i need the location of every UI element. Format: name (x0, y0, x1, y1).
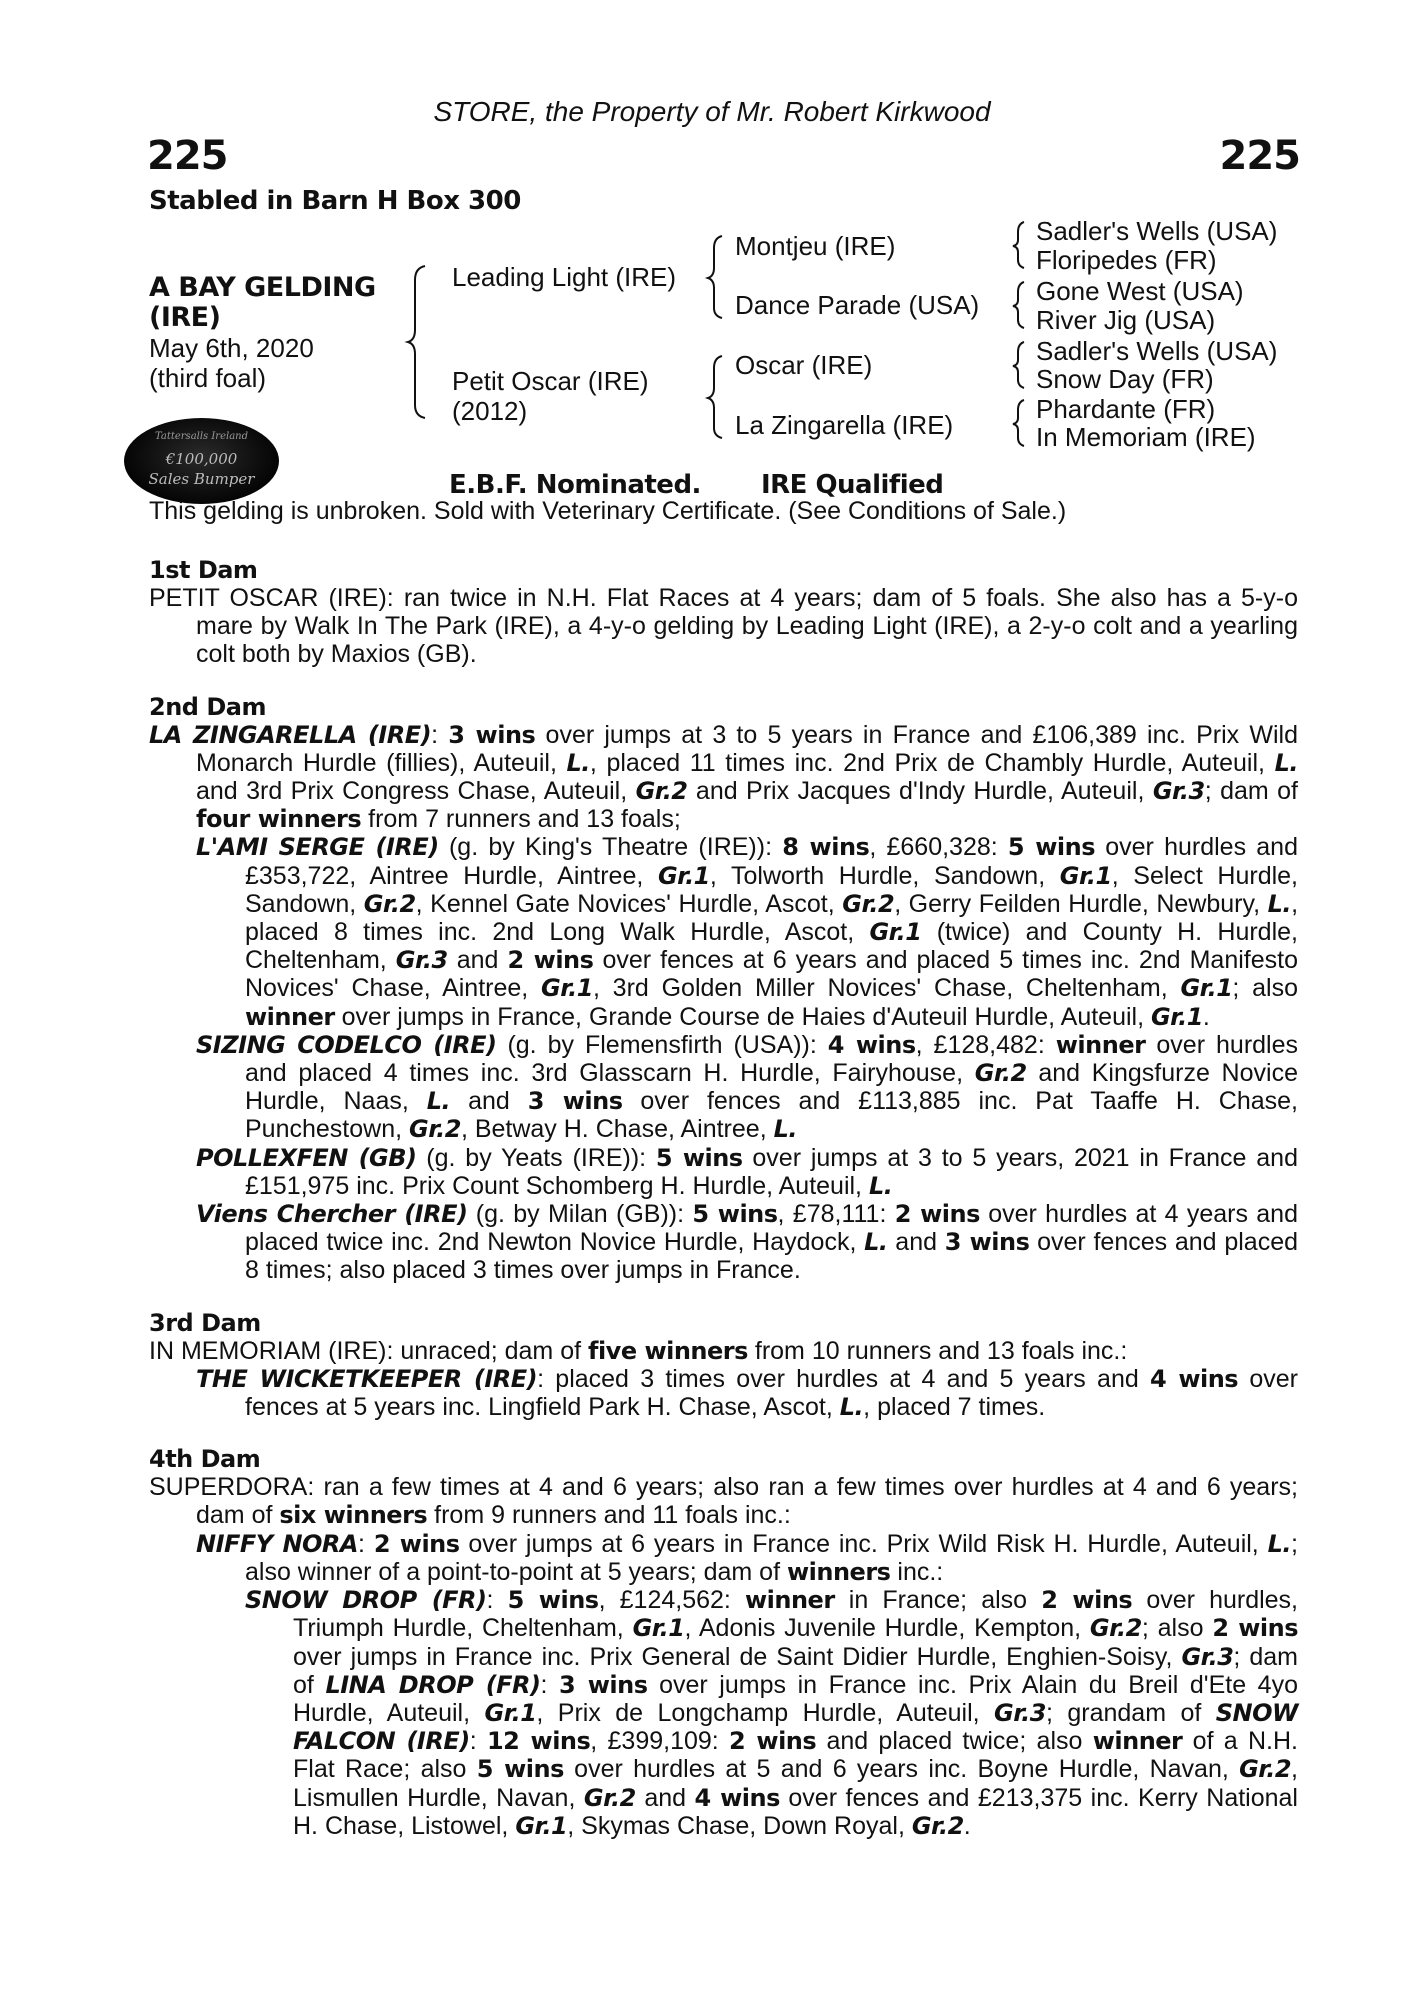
dam1-text: PETIT OSCAR (IRE): ran twice in N.H. Flat Races at 4 years; dam of 5 foals. She also has a 5-y-o mare by Walk In The Park (IRE), a 4-y-o gelding by Leading Light (IRE), a 2-y-o colt and a yearling colt both by Maxios (GB). (149, 584, 1298, 669)
pedigree-ggp-7: Phardante (FR) (1036, 394, 1216, 424)
horse-name: THE WICKETKEEPER (IRE) (196, 1364, 538, 1393)
horse-name: LINA DROP (FR) (325, 1670, 541, 1699)
stabling-location: Stabled in Barn H Box 300 (149, 186, 521, 216)
text: , Kennel Gate Novices' Hurdle, Ascot, (415, 889, 843, 918)
wins: 4 wins (694, 1783, 780, 1812)
text: , £124,562: (598, 1586, 745, 1615)
progeny-viens-chercher (149, 1200, 1298, 1285)
grade: L. (566, 748, 590, 777)
brace-icon (1013, 222, 1024, 268)
horse-name: SNOW FALCON (IRE) (293, 1698, 1298, 1756)
grade: Gr.2 (842, 889, 895, 918)
wins: 3 wins (944, 1228, 1030, 1257)
wins: 8 wins (782, 833, 870, 862)
horse-name: LA ZINGARELLA (IRE) (149, 720, 432, 749)
text: , £78,111: (777, 1200, 895, 1229)
wins: 2 wins (1041, 1586, 1133, 1615)
text: over jumps in France inc. Prix General de Saint Didier Hurdle, Enghien-Soisy, (293, 1642, 1182, 1671)
text: , placed 11 times inc. 2nd Prix de Chambly Hurdle, Auteuil, (589, 748, 1275, 777)
wins: 5 wins (692, 1200, 778, 1229)
text: , Tolworth Hurdle, Sandown, (709, 861, 1060, 890)
text: : (358, 1529, 374, 1558)
text: over hurdles and placed 4 times inc. 3rd Glasscarn H. Hurdle, Fairyhouse, (245, 1030, 1299, 1088)
text: and Prix Jacques d'Indy Hurdle, Auteuil, (687, 777, 1153, 806)
grade: Gr.1 (541, 974, 593, 1003)
badge-line2: €100,000 (165, 450, 238, 468)
text: , £660,328: (869, 833, 1008, 862)
text: , 3rd Golden Miller Novices' Chase, Cheltenham, (592, 974, 1181, 1003)
text: ; grandam of (1045, 1698, 1216, 1727)
wins: 2 wins (729, 1727, 817, 1756)
brace-icon (408, 266, 425, 418)
text: from 10 runners and 13 foals inc.: (747, 1336, 1128, 1365)
text: ; also (1141, 1614, 1213, 1643)
text: over hurdles at 5 and 6 years inc. Boyne Hurdle, Navan, (563, 1755, 1240, 1784)
text: over fences at 5 years inc. Lingfield Park H. Chase, Ascot, (245, 1364, 1298, 1422)
text: over hurdles and £353,722, Aintree Hurdle, Aintree, (245, 833, 1298, 890)
qualifications (449, 470, 943, 500)
text: and 3rd Prix Congress Chase, Auteuil, (196, 777, 636, 806)
winners-count: five winners (588, 1336, 748, 1365)
grade: Gr.1 (515, 1811, 568, 1840)
text: , Lismullen Hurdle, Navan, (293, 1755, 1298, 1812)
brace-icon (1013, 342, 1024, 388)
grade: Gr.3 (1152, 777, 1205, 806)
grade: L. (426, 1087, 451, 1116)
wins: 3 wins (448, 720, 536, 749)
text: , Adonis Juvenile Hurdle, Kempton, (684, 1614, 1090, 1643)
brace-icon (708, 356, 722, 438)
text: : (486, 1586, 508, 1615)
wins: 2 wins (1212, 1614, 1299, 1643)
wins: 3 wins (527, 1087, 623, 1116)
winners-count: four winners (196, 805, 362, 834)
ebf-nominated: E.B.F. Nominated. (449, 470, 701, 500)
text: over jumps in France inc. Prix Alain du Breil d'Ete 4yo Hurdle, Auteuil, (293, 1670, 1298, 1727)
text: , placed 7 times. (863, 1393, 1046, 1422)
dam4-main (149, 1473, 1298, 1529)
grade: L. (1274, 748, 1298, 777)
wins: 2 wins (507, 946, 594, 975)
text: . (1202, 1002, 1210, 1031)
grade: Gr.3 (1181, 1642, 1234, 1671)
progeny-lami-serge (149, 833, 1298, 1030)
heading-1st-dam: 1st Dam (149, 556, 258, 584)
catalogue-body (149, 556, 1298, 1840)
wins: 4 wins (1149, 1364, 1239, 1393)
text: over jumps at 3 to 5 years, 2021 in France and £151,975 inc. Prix Count Schomberg H. Hurdle, Auteuil, (245, 1143, 1298, 1200)
grade: Gr.1 (1150, 1002, 1203, 1031)
grade: Gr.1 (1180, 974, 1233, 1003)
horse-name: SNOW DROP (FR) (245, 1586, 487, 1615)
text: , £399,109: (590, 1727, 730, 1756)
horse-name: SIZING CODELCO (IRE) (196, 1030, 497, 1059)
text: , placed 8 times inc. 2nd Long Walk Hurdle, Ascot, (245, 889, 1299, 947)
text: ; dam of (293, 1642, 1299, 1699)
text: over jumps in France, Grande Course de Haies d'Auteuil Hurdle, Auteuil, (334, 1002, 1151, 1031)
horse-name: L'AMI SERGE (IRE) (196, 833, 439, 862)
text: (g. by Yeats (IRE)): (416, 1143, 656, 1172)
grade: Gr.2 (409, 1115, 461, 1144)
text: . (963, 1811, 971, 1840)
text: ; also (1232, 974, 1298, 1003)
winner: winner (1092, 1727, 1183, 1756)
dam3-main (149, 1337, 1298, 1365)
grade: Gr.2 (583, 1783, 636, 1812)
pedigree-ggp-6: Snow Day (FR) (1036, 364, 1214, 394)
grade: Gr.1 (484, 1698, 537, 1727)
brace-icon (708, 236, 722, 318)
lot-number-left: 225 (147, 133, 228, 179)
grade: Gr.2 (1239, 1755, 1292, 1784)
text: from 9 runners and 11 foals inc.: (427, 1501, 791, 1530)
dam2-main (149, 721, 1298, 834)
wins: 5 wins (507, 1586, 599, 1615)
pedigree-ggp-2: Floripedes (FR) (1036, 245, 1217, 275)
grade: Gr.1 (632, 1614, 685, 1643)
text: over fences and £213,375 inc. Kerry National H. Chase, Listowel, (293, 1783, 1298, 1840)
text: and (635, 1783, 695, 1812)
foaling-date: May 6th, 2020 (149, 333, 314, 363)
grade: Gr.2 (974, 1059, 1027, 1088)
text: over jumps at 3 to 5 years in France and £106,389 inc. Prix Wild Monarch Hurdle (fillies), Auteuil, (196, 720, 1298, 777)
grade: L. (839, 1393, 864, 1422)
text: (twice) and County H. Hurdle, Cheltenham, (245, 918, 1298, 975)
brace-icon (1013, 282, 1024, 328)
text: SUPERDORA: ran a few times at 4 and 6 years; also ran a few times over hurdles at 4 and 6 years; dam of (149, 1473, 1298, 1530)
text: (g. by Flemensfirth (USA)): (496, 1030, 828, 1059)
lot-number-right: 225 (1219, 133, 1300, 179)
sales-bumper-badge-logo (124, 418, 279, 504)
pedigree-dam: Petit Oscar (IRE) (452, 366, 649, 396)
grade: Gr.1 (1059, 861, 1112, 890)
winner: winner (245, 1002, 335, 1031)
text: over fences at 6 years and placed 5 times inc. 2nd Manifesto Novices' Chase, Aintree, (245, 946, 1298, 1003)
grade: Gr.2 (911, 1811, 964, 1840)
wins: 2 wins (373, 1529, 460, 1558)
grade: L. (868, 1171, 893, 1200)
text: , Gerry Feilden Hurdle, Newbury, (894, 889, 1268, 918)
horse-name-line2: (IRE) (149, 302, 221, 333)
text: over hurdles, Triumph Hurdle, Cheltenham, (293, 1586, 1299, 1643)
text: : (540, 1670, 560, 1699)
wins: 5 wins (1007, 833, 1096, 862)
consignor-title: STORE, the Property of Mr. Robert Kirkwood (433, 96, 991, 127)
heading-3rd-dam: 3rd Dam (149, 1308, 261, 1337)
text: : (469, 1727, 487, 1756)
text: (g. by Milan (GB)): (467, 1200, 693, 1229)
wins: 2 wins (894, 1200, 980, 1229)
wins: 4 wins (827, 1030, 916, 1059)
progeny-niffy-nora (149, 1530, 1298, 1586)
wins: 3 wins (559, 1670, 648, 1699)
grade: Gr.2 (1089, 1614, 1142, 1643)
horse-name: NIFFY NORA (196, 1529, 358, 1558)
pedigree-sire-sire: Montjeu (IRE) (735, 231, 896, 261)
winner: winner (744, 1586, 835, 1615)
horse-name: POLLEXFEN (GB) (196, 1143, 417, 1172)
text: IN MEMORIAM (IRE): unraced; dam of (149, 1336, 588, 1365)
pedigree-ggp-3: Gone West (USA) (1036, 276, 1244, 306)
winner: winner (1055, 1030, 1146, 1059)
text: : (431, 720, 449, 749)
text: over fences and placed 8 times; also placed 3 times over jumps in France. (245, 1228, 1298, 1285)
pedigree-dam-year: (2012) (452, 396, 528, 426)
text: in France; also (834, 1586, 1042, 1615)
badge-line1: Tattersalls Ireland (154, 431, 249, 442)
pedigree-sire-dam: Dance Parade (USA) (735, 290, 980, 320)
text: and (450, 1087, 528, 1116)
horse-name-line1: A BAY GELDING (149, 272, 376, 303)
horse-name: Viens Chercher (IRE) (196, 1200, 468, 1229)
text: and (447, 946, 508, 975)
text: , Skymas Chase, Down Royal, (567, 1811, 912, 1840)
text: ; also winner of a point-to-point at 5 years; dam of (245, 1529, 1298, 1586)
wins: 5 wins (655, 1143, 743, 1172)
foal-note: (third foal) (149, 363, 267, 393)
grade: L. (773, 1115, 798, 1144)
badge-line3: Sales Bumper (148, 470, 255, 488)
text: and Kingsfurze Novice Hurdle, Naas, (245, 1059, 1298, 1116)
wins: 12 wins (486, 1727, 591, 1756)
grade: L. (864, 1228, 888, 1257)
sale-note: This gelding is unbroken. Sold with Veterinary Certificate. (See Conditions of Sale.) (149, 497, 1067, 525)
grade: Gr.3 (395, 946, 448, 975)
pedigree-ggp-8: In Memoriam (IRE) (1036, 422, 1256, 452)
grade: Gr.2 (635, 777, 688, 806)
grade: Gr.1 (869, 918, 922, 947)
winners-count: six winners (279, 1501, 428, 1530)
progeny-wicketkeeper (149, 1365, 1298, 1421)
winners: winners (786, 1557, 891, 1586)
grade: Gr.1 (657, 861, 710, 890)
text: from 7 runners and 13 foals; (361, 805, 681, 834)
text: over jumps at 6 years in France inc. Prix Wild Risk H. Hurdle, Auteuil, (459, 1529, 1268, 1558)
text: ; dam of (1204, 777, 1298, 806)
progeny-snow-drop (149, 1586, 1298, 1840)
progeny-pollexfen (149, 1144, 1298, 1200)
text: , Select Hurdle, Sandown, (245, 861, 1298, 918)
grade: Gr.2 (363, 889, 416, 918)
grade: Gr.3 (994, 1698, 1046, 1727)
pedigree-dam-dam: La Zingarella (IRE) (735, 410, 954, 440)
grade: L. (1267, 1529, 1292, 1558)
text: , £128,482: (915, 1030, 1056, 1059)
pedigree-ggp-4: River Jig (USA) (1036, 305, 1216, 335)
heading-4th-dam: 4th Dam (149, 1445, 261, 1474)
pedigree-dam-sire: Oscar (IRE) (735, 350, 873, 380)
text: and (887, 1228, 945, 1257)
pedigree-ggp-5: Sadler's Wells (USA) (1036, 336, 1278, 366)
heading-2nd-dam: 2nd Dam (149, 692, 266, 721)
text: over hurdles at 4 years and placed twice inc. 2nd Newton Novice Hurdle, Haydock, (245, 1200, 1298, 1257)
text: of a N.H. Flat Race; also (293, 1727, 1298, 1784)
text: (g. by King's Theatre (IRE)): (438, 833, 783, 862)
text: , Betway H. Chase, Aintree, (460, 1115, 774, 1144)
text: over fences and £113,885 inc. Pat Taaffe H. Chase, Punchestown, (245, 1087, 1298, 1144)
ire-qualified: IRE Qualified (760, 470, 944, 500)
pedigree-ggp-1: Sadler's Wells (USA) (1036, 216, 1278, 246)
pedigree-sire: Leading Light (IRE) (452, 262, 677, 292)
grade: L. (1267, 889, 1292, 918)
text: inc.: (890, 1557, 944, 1586)
progeny-sizing-codelco (149, 1031, 1298, 1144)
text: , Prix de Longchamp Hurdle, Auteuil, (536, 1698, 995, 1727)
text: and placed twice; also (816, 1727, 1093, 1756)
wins: 5 wins (476, 1755, 564, 1784)
text: : placed 3 times over hurdles at 4 and 5 years and (537, 1364, 1150, 1393)
brace-icon (1013, 400, 1024, 446)
